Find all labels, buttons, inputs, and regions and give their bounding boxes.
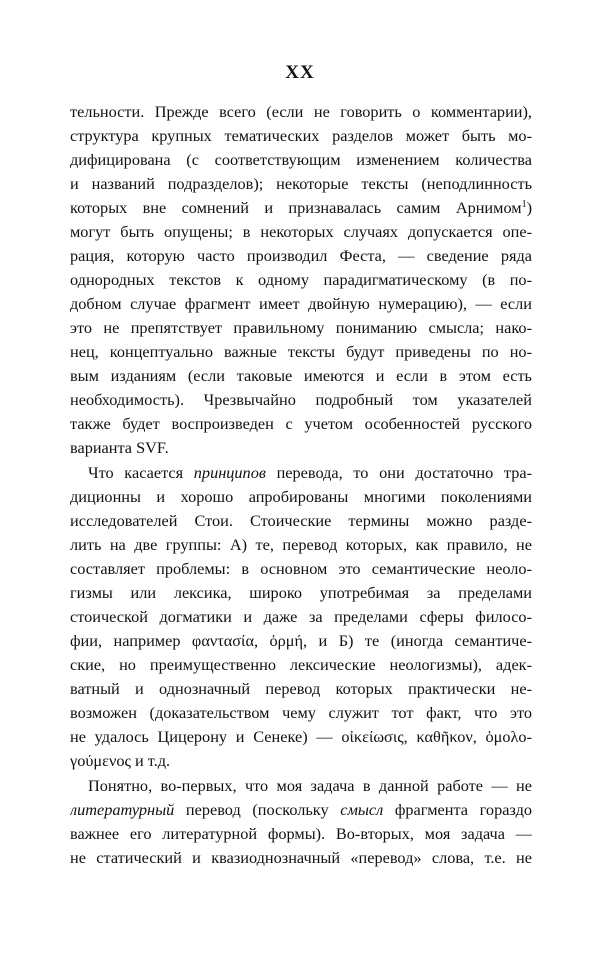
- text-line: исследователей Стои. Стоические термины можно разде-: [70, 511, 532, 530]
- text-line: это не препятствует правильному пониманию смысла; нако-: [70, 318, 532, 337]
- text-line: однородных текстов к одному парадигматическому (в по-: [70, 270, 532, 289]
- text-line: лить на две группы: А) те, перевод которых, как правило, не: [70, 535, 532, 554]
- text-line: важнее его литературной формы). Во-вторых, моя задача —: [70, 824, 532, 843]
- text-segment: ): [526, 198, 532, 217]
- text-line: ватный и однозначный перевод которых практически не-: [70, 679, 532, 698]
- text-line: не удалось Цицерону и Сенеке) — οἰκείωσις, καθῆκον, ὁμολο-: [70, 727, 532, 746]
- text-line: тельности. Прежде всего (если не говорить о комментарии),: [70, 102, 532, 121]
- text-segment: Что касается: [88, 463, 194, 482]
- footnote-ref: 1: [521, 199, 527, 210]
- text-line: ские, но преимущественно лексические неологизмы), адек-: [70, 655, 532, 674]
- text-line: гизмы или лексика, широко употребимая за пределами: [70, 583, 532, 602]
- text-line: также будет воспроизведен с учетом особенностей русского: [70, 414, 532, 433]
- text-line: добном случае фрагмент имеет двойную нумерацию), — если: [70, 294, 532, 313]
- text-line: не статический и квазиоднозначный «перевод» слова, т.е. не: [70, 848, 532, 867]
- text-line: фии, например φαντασία, ὁρμή, и Б) те (иногда семантиче-: [70, 631, 532, 650]
- text-line: структура крупных тематических разделов может быть мо-: [70, 126, 532, 145]
- text-line: рация, которую часто производил Феста, — сведение ряда: [70, 246, 532, 265]
- text-line: варианта SVF.: [70, 438, 169, 457]
- text-line: диционны и хорошо апробированы многими поколениями: [70, 487, 532, 506]
- text-line: [70, 196, 532, 220]
- text-line: дифицирована (с соответствующим изменением количества: [70, 150, 532, 169]
- page-number: XX: [285, 62, 315, 83]
- text-line: γούμενος и т.д.: [70, 751, 171, 770]
- text-segment: фрагмента гораздо: [383, 800, 532, 819]
- text-segment: перевода, то они достаточно тра-: [265, 463, 532, 482]
- text-line: нец, концептуально важные тексты будут приведены по но-: [70, 342, 532, 361]
- text-line: необходимость). Чрезвычайно подробный том указателей: [70, 390, 532, 409]
- italic-term: смысл: [340, 800, 384, 819]
- text-line: и названий подразделов); некоторые тексты (неподлинность: [70, 174, 532, 193]
- text-segment: перевод (поскольку: [174, 800, 341, 819]
- italic-term: литературный: [70, 800, 175, 819]
- text-segment: которых вне сомнений и признавалась самим Арнимом: [70, 198, 522, 217]
- text-line: стоической догматики и даже за пределами сферы филосо-: [70, 607, 532, 626]
- text-line: возможен (доказательством чему служит тот факт, что это: [70, 703, 532, 722]
- text-line: вым изданиям (если таковые имеются и если в этом есть: [70, 366, 532, 385]
- text-line: [88, 461, 532, 485]
- text-line: Понятно, во-первых, что моя задача в данной работе — не: [88, 776, 532, 795]
- text-line: [70, 798, 532, 822]
- text-line: составляет проблемы: в основном это семантические неоло-: [70, 559, 532, 578]
- text-line: могут быть опущены; в некоторых случаях допускается опе-: [70, 222, 532, 241]
- italic-term: принципов: [193, 463, 266, 482]
